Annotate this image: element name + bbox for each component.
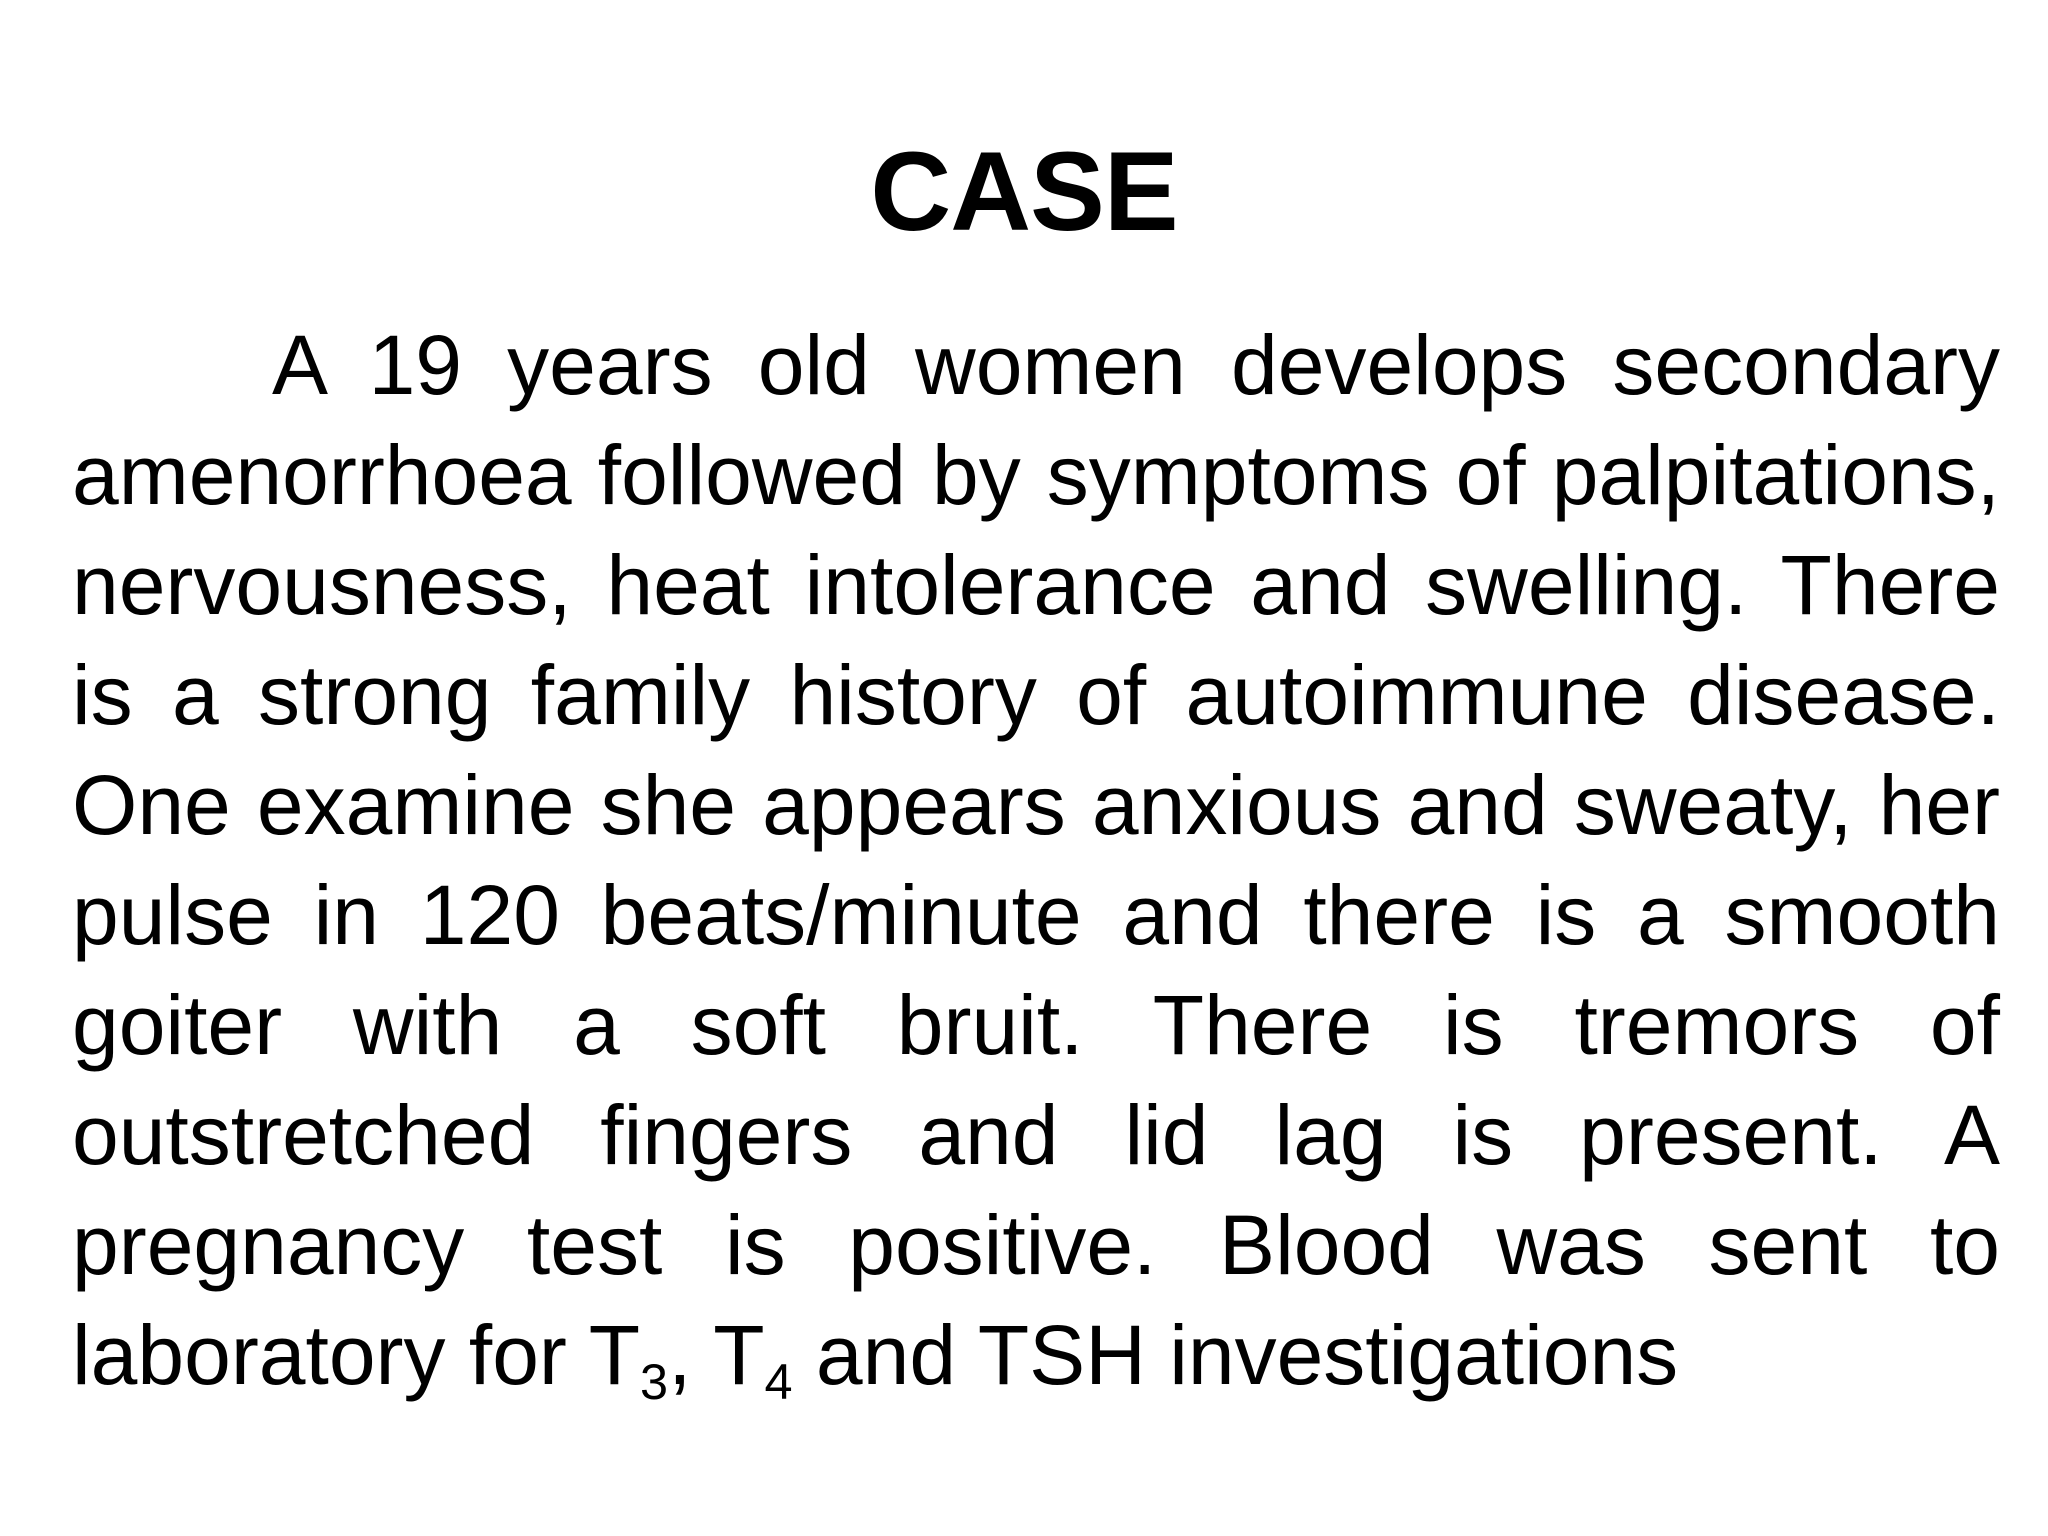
case-paragraph — [72, 310, 2000, 1410]
case-text-main: A 19 years old women develops secondary amenorrhoea followed by symptoms of palpitations, nervousness, heat intolerance and swelling. There is a strong family history of autoimmune disease. One examine she appears anxious and sweaty, her pulse in 120 beats/minute and there is a smooth goiter with a soft bruit. There is tremors of outstretched fingers and lid lag is present. A pregnancy test is positive. Blood was sent to laboratory for T — [72, 318, 2000, 1402]
t4-subscript: 4 — [764, 1353, 793, 1411]
slide-title: CASE — [870, 129, 1178, 254]
t3-subscript: 3 — [640, 1353, 669, 1411]
case-text-end: and TSH investigations — [792, 1308, 1679, 1402]
case-text-between: , T — [668, 1308, 765, 1402]
